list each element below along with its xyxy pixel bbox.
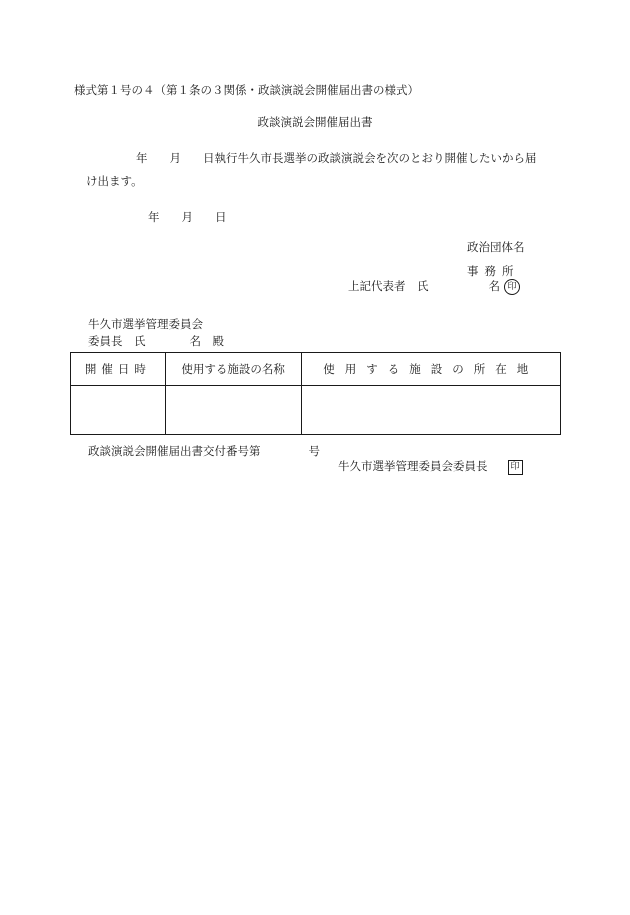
date-day-label: 日 [215,210,227,224]
date-year-label: 年 [148,210,160,224]
name-label: 名 [488,279,500,293]
square-seal-icon: 印 [508,460,523,475]
cell-facility-name[interactable] [165,386,301,435]
header-facility-name: 使用する施設の名称 [165,353,301,386]
cell-facility-location[interactable] [301,386,560,435]
addressee-chair [88,333,224,349]
circle-seal-icon: 印 [504,279,520,295]
addressee-committee: 牛久市選挙管理委員会 [88,317,203,331]
header-event-datetime: 開催日時 [71,353,166,386]
representative-line [348,278,520,295]
table-header-row [71,353,561,386]
org-name-label: 政治団体名 [467,240,525,254]
date-month-label: 月 [181,210,193,224]
body-year-label: 年 [136,151,148,165]
body-text-line1 [136,150,537,166]
document-title: 政談演説会開催届出書 [257,115,373,129]
issuer-line [338,458,523,475]
issuer-label: 牛久市選挙管理委員会委員長 [338,459,488,473]
office-label: 事務所 [467,264,520,278]
form-number-title: 様式第１号の４（第１条の３関係・政談演説会開催届出書の様式） [74,83,419,97]
receipt-suffix: 号 [308,444,320,458]
receipt-label: 政談演説会開催届出書交付番号第 [88,444,261,458]
body-text-line2: け出ます。 [86,174,143,188]
chair-name-label: 名 殿 [189,334,224,348]
receipt-number-line [88,443,320,459]
header-facility-location: 使用する施設の所在地 [301,353,560,386]
body-month-label: 月 [169,151,181,165]
event-table [70,352,561,435]
body-line1-text: 日執行牛久市長選挙の政談演説会を次のとおり開催したいから届 [203,151,537,165]
rep-label: 上記代表者 氏 [348,279,429,293]
cell-event-datetime[interactable] [71,386,166,435]
submission-date [148,209,227,225]
chair-title-label: 委員長 氏 [88,334,146,348]
table-row [71,386,561,435]
